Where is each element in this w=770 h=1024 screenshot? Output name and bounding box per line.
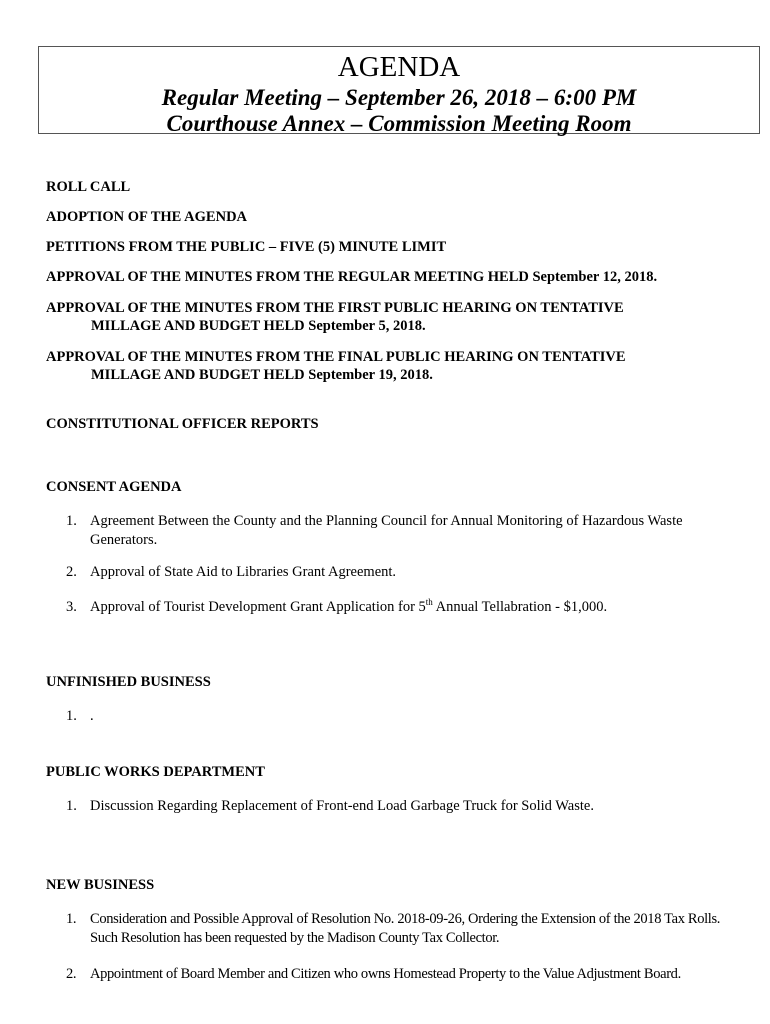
minutes-final-line1: APPROVAL OF THE MINUTES FROM THE FINAL PUBLIC HEARING ON TENTATIVE xyxy=(46,349,626,365)
list-item: 1. Consideration and Possible Approval of Resolution No. 2018-09-26, Ordering the Extension of the 2018 Tax Rolls. Such Resolution has been requested by the Madison County Tax Collector. xyxy=(66,911,721,946)
list-item: 2. Appointment of Board Member and Citizen who owns Homestead Property to the Value Adjustment Board. xyxy=(66,966,681,982)
section-roll-call: ROLL CALL xyxy=(46,179,131,195)
section-minutes-regular: APPROVAL OF THE MINUTES FROM THE REGULAR MEETING HELD September 12, 2018. xyxy=(46,269,658,285)
list-item: 1. Agreement Between the County and the Planning Council for Annual Monitoring of Hazardous Waste Generators. xyxy=(66,513,683,548)
section-public-works: PUBLIC WORKS DEPARTMENT xyxy=(46,764,265,780)
section-adoption: ADOPTION OF THE AGENDA xyxy=(46,209,248,225)
list-item: 2. Approval of State Aid to Libraries Grant Agreement. xyxy=(66,564,397,580)
section-petitions: PETITIONS FROM THE PUBLIC – FIVE (5) MINUTE LIMIT xyxy=(46,239,447,255)
section-constitutional: CONSTITUTIONAL OFFICER REPORTS xyxy=(46,416,319,432)
agenda-title: AGENDA xyxy=(337,51,461,83)
section-unfinished-business: UNFINISHED BUSINESS xyxy=(46,674,211,690)
section-consent-agenda: CONSENT AGENDA xyxy=(46,479,182,495)
minutes-first-line1: APPROVAL OF THE MINUTES FROM THE FIRST PUBLIC HEARING ON TENTATIVE xyxy=(46,300,624,316)
meeting-datetime: Regular Meeting – September 26, 2018 – 6:00 PM xyxy=(161,85,637,110)
list-item: 3. Approval of Tourist Development Grant Application for 5th Annual Tellabration - $1,000. xyxy=(66,597,608,615)
section-minutes-first-hearing xyxy=(46,299,624,335)
list-item: 1. . xyxy=(66,708,94,724)
agenda-header xyxy=(38,46,760,134)
meeting-location: Courthouse Annex – Commission Meeting Room xyxy=(166,111,632,136)
section-minutes-final-hearing xyxy=(46,348,626,384)
minutes-first-line2: MILLAGE AND BUDGET HELD September 5, 2018. xyxy=(91,318,426,334)
minutes-final-line2: MILLAGE AND BUDGET HELD September 19, 2018. xyxy=(91,367,433,383)
section-new-business: NEW BUSINESS xyxy=(46,877,155,893)
list-item: 1. Discussion Regarding Replacement of Front-end Load Garbage Truck for Solid Waste. xyxy=(66,798,594,814)
